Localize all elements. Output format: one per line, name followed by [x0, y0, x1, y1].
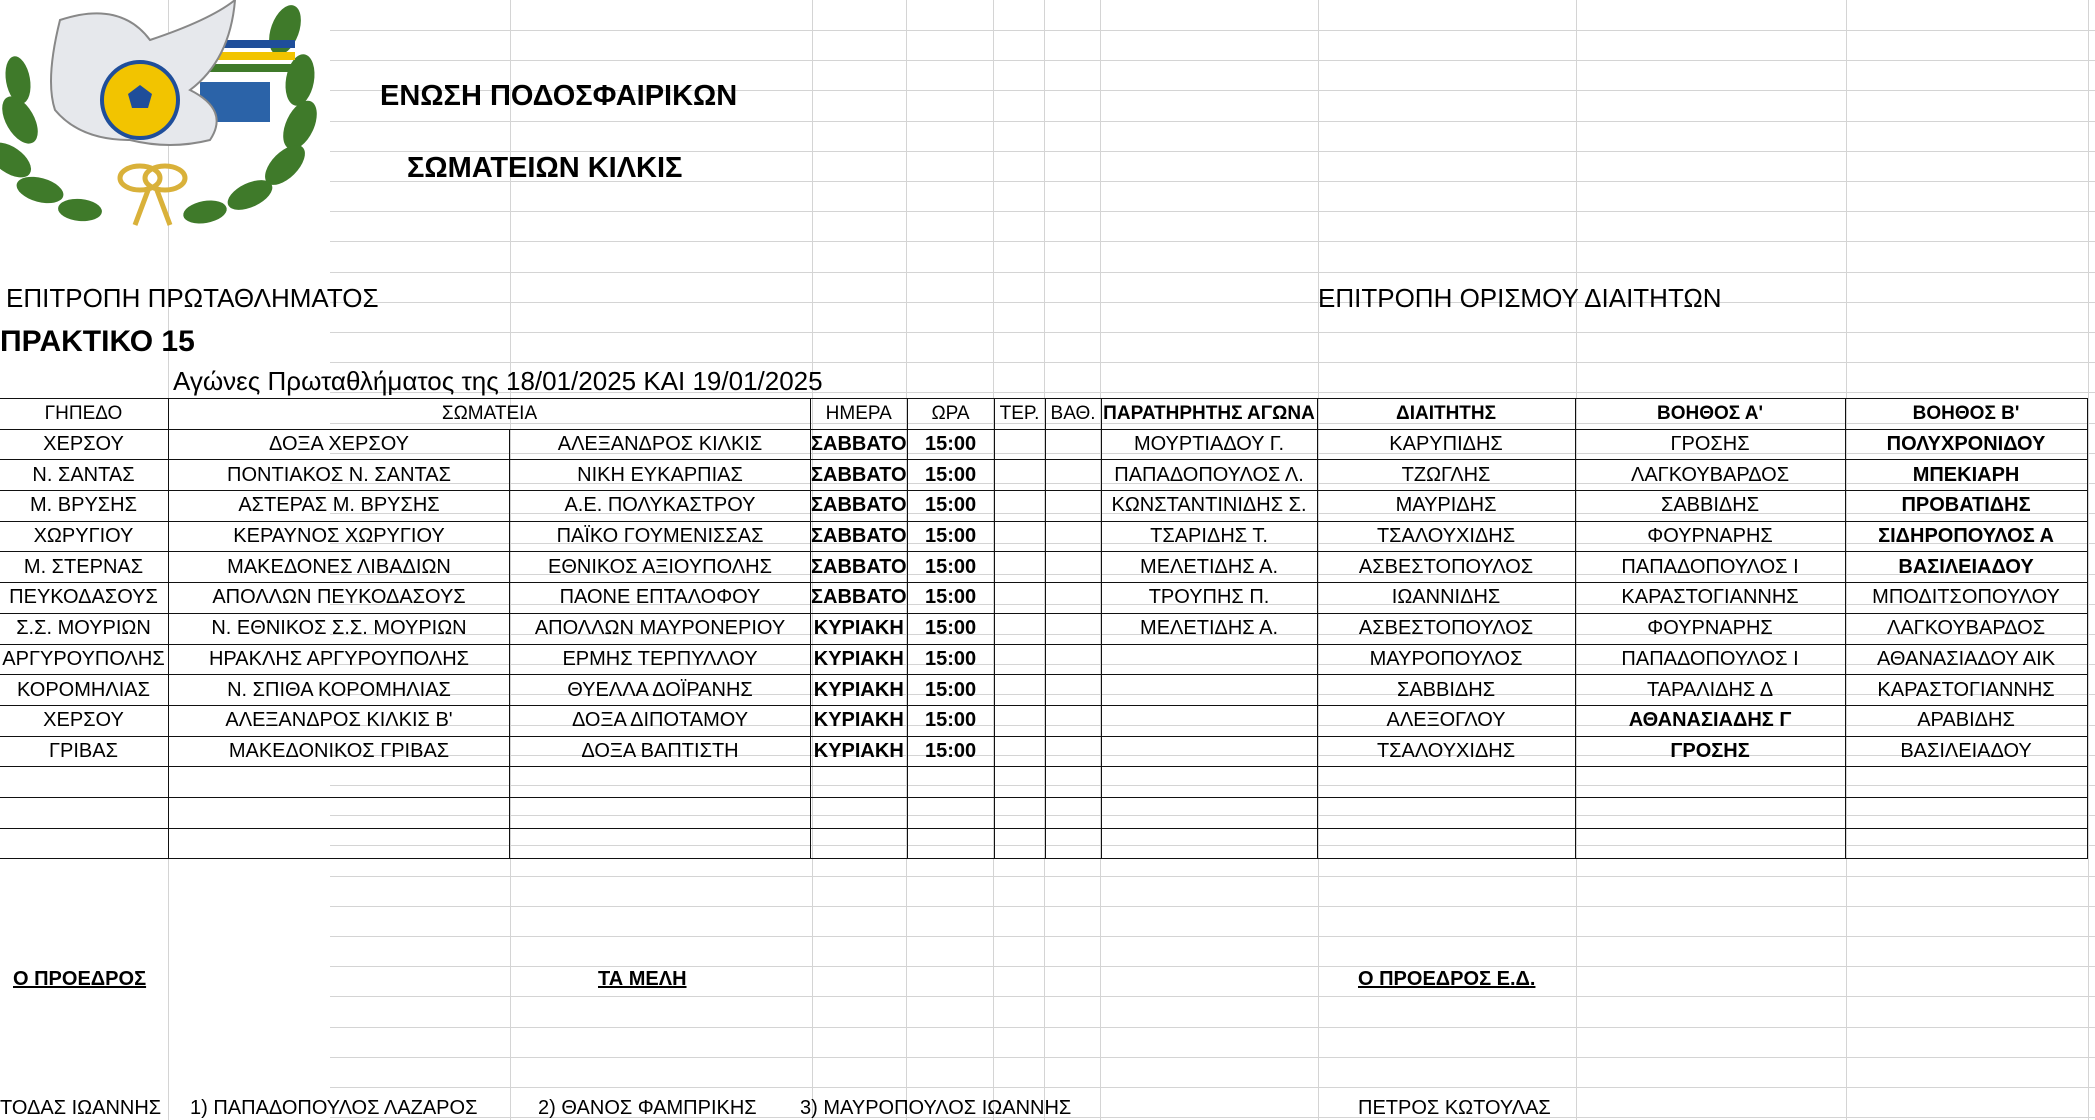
table-cell[interactable]: ΑΣΤΕΡΑΣ Μ. ΒΡΥΣΗΣ [169, 491, 510, 522]
record-number: ΠΡΑΚΤΙΚΟ 15 [0, 325, 195, 358]
grid-line [330, 936, 2095, 937]
grid-line [330, 272, 2095, 273]
table-cell[interactable] [811, 767, 908, 798]
table-cell[interactable]: ΧΕΡΣΟΥ [0, 429, 169, 460]
table-cell[interactable]: ΚΟΡΟΜΗΛΙΑΣ [0, 675, 169, 706]
committee-left: ΕΠΙΤΡΟΠΗ ΠΡΩΤΑΘΛΗΜΑΤΟΣ [6, 283, 379, 313]
table-cell[interactable]: ΑΛΕΞΑΝΔΡΟΣ ΚΙΛΚΙΣ Β' [169, 705, 510, 736]
president-name: ΤΟΔΑΣ ΙΩΑΝΝΗΣ [0, 1097, 162, 1119]
table-cell[interactable]: ΚΕΡΑΥΝΟΣ ΧΩΡΥΓΙΟΥ [169, 521, 510, 552]
table-cell[interactable]: ΤΖΩΓΛΗΣ [1317, 460, 1575, 491]
table-row [0, 491, 2087, 522]
table-header-row [0, 399, 2087, 430]
table-cell[interactable]: ΑΠΟΛΛΩΝ ΠΕΥΚΟΔΑΣΟΥΣ [169, 583, 510, 614]
table-cell[interactable]: ΑΛΕΞΑΝΔΡΟΣ ΚΙΛΚΙΣ [510, 429, 811, 460]
table-cell[interactable] [994, 429, 1045, 460]
table-cell[interactable]: ΝΙΚΗ ΕΥΚΑΡΠΙΑΣ [510, 460, 811, 491]
table-cell[interactable] [994, 491, 1045, 522]
table-cell[interactable] [1045, 429, 1101, 460]
table-cell[interactable]: ΠΕΥΚΟΔΑΣΟΥΣ [0, 583, 169, 614]
table-cell[interactable]: ΠΑΟΝΕ ΕΠΤΑΛΟΦΟΥ [510, 583, 811, 614]
table-cell[interactable]: ΣΑΒΒΑΤΟ [811, 521, 908, 552]
table-cell[interactable]: ΜΠΕΚΙΑΡΗ [1845, 460, 2087, 491]
header-cell: ΒΟΗΘΟΣ Α' [1575, 399, 1845, 430]
match-schedule-table [0, 398, 2088, 859]
table-cell[interactable]: 15:00 [907, 583, 994, 614]
table-cell[interactable] [994, 675, 1045, 706]
table-row [0, 644, 2087, 675]
table-cell[interactable]: ΠΑΠΑΔΟΠΟΥΛΟΣ Ι [1575, 552, 1845, 583]
table-cell[interactable] [0, 797, 169, 828]
table-cell[interactable] [1045, 797, 1101, 828]
table-row [0, 552, 2087, 583]
table-cell[interactable] [994, 705, 1045, 736]
org-title-line1: ΕΝΩΣΗ ΠΟΔΟΣΦΑΙΡΙΚΩΝ [380, 80, 738, 112]
member-2-name: 2) ΘΑΝΟΣ ΦΑΜΠΡΙΚΗΣ [538, 1097, 757, 1119]
table-cell[interactable] [907, 767, 994, 798]
table-cell[interactable] [1045, 521, 1101, 552]
table-row [0, 675, 2087, 706]
table-row [0, 736, 2087, 767]
table-cell[interactable]: ΧΕΡΣΟΥ [0, 705, 169, 736]
table-cell[interactable]: ΧΩΡΥΓΙΟΥ [0, 521, 169, 552]
grid-line [330, 906, 2095, 907]
table-cell[interactable]: ΑΠΟΛΛΩΝ ΜΑΥΡΟΝΕΡΙΟΥ [510, 613, 811, 644]
table-cell[interactable] [1101, 828, 1317, 859]
subtitle-dates: Αγώνες Πρωταθλήματος της 18/01/2025 ΚΑΙ 19/01/2025 [173, 366, 823, 396]
table-cell[interactable] [1045, 491, 1101, 522]
table-cell[interactable] [169, 797, 510, 828]
table-cell[interactable] [1101, 797, 1317, 828]
table-cell[interactable]: ΕΘΝΙΚΟΣ ΑΞΙΟΥΠΟΛΗΣ [510, 552, 811, 583]
table-cell[interactable]: Ν. ΣΠΙΘΑ ΚΟΡΟΜΗΛΙΑΣ [169, 675, 510, 706]
table-cell[interactable] [169, 767, 510, 798]
grid-line [330, 241, 2095, 242]
table-cell[interactable]: ΔΟΞΑ ΧΕΡΣΟΥ [169, 429, 510, 460]
table-cell[interactable] [994, 767, 1045, 798]
table-cell[interactable]: ΚΑΡΑΣΤΟΓΙΑΝΝΗΣ [1845, 675, 2087, 706]
referee-president-name: ΠΕΤΡΟΣ ΚΩΤΟΥΛΑΣ [1358, 1097, 1551, 1119]
grid-line [330, 1027, 2095, 1028]
table-cell[interactable] [1045, 460, 1101, 491]
table-cell[interactable] [994, 583, 1045, 614]
table-cell[interactable]: 15:00 [907, 429, 994, 460]
header-cell: ΠΑΡΑΤΗΡΗΤΗΣ ΑΓΩΝΑ [1101, 399, 1317, 430]
table-cell[interactable]: ΗΡΑΚΛΗΣ ΑΡΓΥΡΟΥΠΟΛΗΣ [169, 644, 510, 675]
table-cell[interactable]: ΣΑΒΒΙΔΗΣ [1575, 491, 1845, 522]
table-cell[interactable]: Μ. ΒΡΥΣΗΣ [0, 491, 169, 522]
table-cell[interactable]: ΜΟΥΡΤΙΑΔΟΥ Γ. [1101, 429, 1317, 460]
empty-row [0, 828, 2087, 859]
table-cell[interactable] [811, 828, 908, 859]
table-cell[interactable]: ΓΡΟΣΗΣ [1575, 736, 1845, 767]
table-cell[interactable]: Ν. ΣΑΝΤΑΣ [0, 460, 169, 491]
table-cell[interactable] [1575, 828, 1845, 859]
table-row [0, 429, 2087, 460]
table-cell[interactable]: 15:00 [907, 491, 994, 522]
table-cell[interactable]: ΠΟΝΤΙΑΚΟΣ Ν. ΣΑΝΤΑΣ [169, 460, 510, 491]
table-cell[interactable]: ΙΩΑΝΝΙΔΗΣ [1317, 583, 1575, 614]
table-cell[interactable]: 15:00 [907, 705, 994, 736]
table-cell[interactable] [1317, 767, 1575, 798]
table-cell[interactable] [1101, 705, 1317, 736]
table-cell[interactable]: ΑΡΑΒΙΔΗΣ [1845, 705, 2087, 736]
table-cell[interactable]: ΑΘΑΝΑΣΙΑΔΟΥ ΑΙΚ [1845, 644, 2087, 675]
table-cell[interactable]: ΜΑΚΕΔΟΝΙΚΟΣ ΓΡΙΒΑΣ [169, 736, 510, 767]
grid-line [330, 1087, 2095, 1088]
table-cell[interactable]: ΣΑΒΒΑΤΟ [811, 429, 908, 460]
table-cell[interactable] [1317, 797, 1575, 828]
table-cell[interactable] [1845, 828, 2087, 859]
table-cell[interactable]: ΘΥΕΛΛΑ ΔΟΪΡΑΝΗΣ [510, 675, 811, 706]
header-cell: ΒΑΘ. [1045, 399, 1101, 430]
table-cell[interactable]: 15:00 [907, 644, 994, 675]
table-cell[interactable] [0, 767, 169, 798]
table-cell[interactable]: ΒΑΣΙΛΕΙΑΔΟΥ [1845, 736, 2087, 767]
table-cell[interactable]: Ν. ΕΘΝΙΚΟΣ Σ.Σ. ΜΟΥΡΙΩΝ [169, 613, 510, 644]
table-cell[interactable]: ΣΑΒΒΑΤΟ [811, 491, 908, 522]
referee-president-label: Ο ΠΡΟΕΔΡΟΣ Ε.Δ. [1358, 968, 1536, 990]
table-cell[interactable] [510, 767, 811, 798]
committee-right: ΕΠΙΤΡΟΠΗ ΟΡΙΣΜΟΥ ΔΙΑΙΤΗΤΩΝ [1318, 283, 1722, 313]
table-cell[interactable]: ΣΑΒΒΙΔΗΣ [1317, 675, 1575, 706]
grid-line [330, 332, 2095, 333]
table-cell[interactable] [0, 828, 169, 859]
grid-line [330, 996, 2095, 997]
org-title-line2: ΣΩΜΑΤΕΙΩΝ ΚΙΛΚΙΣ [407, 152, 683, 184]
table-cell[interactable]: 15:00 [907, 552, 994, 583]
table-cell[interactable]: ΚΥΡΙΑΚΗ [811, 675, 908, 706]
table-cell[interactable]: ΚΥΡΙΑΚΗ [811, 644, 908, 675]
grid-line [330, 966, 2095, 967]
table-cell[interactable]: ΜΕΛΕΤΙΔΗΣ Α. [1101, 552, 1317, 583]
table-cell[interactable]: ΣΑΒΒΑΤΟ [811, 583, 908, 614]
table-cell[interactable] [1101, 767, 1317, 798]
table-cell[interactable]: ΤΣΑΛΟΥΧΙΔΗΣ [1317, 736, 1575, 767]
table-cell[interactable] [994, 521, 1045, 552]
table-row [0, 460, 2087, 491]
table-cell[interactable]: ΠΟΛΥΧΡΟΝΙΔΟΥ [1845, 429, 2087, 460]
table-cell[interactable] [994, 552, 1045, 583]
header-cell: ΗΜΕΡΑ [811, 399, 908, 430]
table-cell[interactable]: ΤΑΡΑΛΙΔΗΣ Δ [1575, 675, 1845, 706]
table-cell[interactable] [1045, 828, 1101, 859]
table-cell[interactable]: ΒΑΣΙΛΕΙΑΔΟΥ [1845, 552, 2087, 583]
grid-line [2088, 0, 2089, 1120]
table-cell[interactable] [1045, 767, 1101, 798]
table-cell[interactable]: ΦΟΥΡΝΑΡΗΣ [1575, 613, 1845, 644]
header-cell: ΒΟΗΘΟΣ Β' [1845, 399, 2087, 430]
header-cell: ΔΙΑΙΤΗΤΗΣ [1317, 399, 1575, 430]
table-cell[interactable]: Μ. ΣΤΕΡΝΑΣ [0, 552, 169, 583]
grid-line [330, 30, 2095, 31]
table-cell[interactable]: ΓΡΟΣΗΣ [1575, 429, 1845, 460]
table-cell[interactable] [1045, 644, 1101, 675]
table-cell[interactable] [811, 797, 908, 828]
table-cell[interactable] [1045, 583, 1101, 614]
grid-line [330, 876, 2095, 877]
table-cell[interactable] [1101, 644, 1317, 675]
table-cell[interactable]: ΤΣΑΡΙΔΗΣ Τ. [1101, 521, 1317, 552]
table-cell[interactable] [1045, 613, 1101, 644]
table-cell[interactable] [907, 828, 994, 859]
table-row [0, 705, 2087, 736]
table-cell[interactable]: 15:00 [907, 613, 994, 644]
table-cell[interactable] [1845, 767, 2087, 798]
grid-line [330, 362, 2095, 363]
header-cell: ΣΩΜΑΤΕΙΑ [169, 399, 811, 430]
table-cell[interactable]: ΤΣΑΛΟΥΧΙΔΗΣ [1317, 521, 1575, 552]
table-cell[interactable]: ΠΑΠΑΔΟΠΟΥΛΟΣ Λ. [1101, 460, 1317, 491]
table-cell[interactable]: 15:00 [907, 736, 994, 767]
table-cell[interactable] [1045, 552, 1101, 583]
table-cell[interactable] [994, 736, 1045, 767]
table-cell[interactable] [994, 644, 1045, 675]
table-cell[interactable]: ΛΑΓΚΟΥΒΑΡΔΟΣ [1575, 460, 1845, 491]
table-cell[interactable]: 15:00 [907, 521, 994, 552]
table-cell[interactable]: ΤΡΟΥΠΗΣ Π. [1101, 583, 1317, 614]
table-cell[interactable]: ΛΑΓΚΟΥΒΑΡΔΟΣ [1845, 613, 2087, 644]
table-cell[interactable]: ΓΡΙΒΑΣ [0, 736, 169, 767]
table-cell[interactable] [1101, 675, 1317, 706]
table-row [0, 521, 2087, 552]
member-1-name: 1) ΠΑΠΑΔΟΠΟΥΛΟΣ ΛΑΖΑΡΟΣ [190, 1097, 478, 1119]
table-cell[interactable]: ΑΡΓΥΡΟΥΠΟΛΗΣ [0, 644, 169, 675]
table-cell[interactable] [994, 828, 1045, 859]
table-cell[interactable] [169, 828, 510, 859]
table-cell[interactable]: ΑΘΑΝΑΣΙΑΔΗΣ Γ [1575, 705, 1845, 736]
table-cell[interactable]: Α.Ε. ΠΟΛΥΚΑΣΤΡΟΥ [510, 491, 811, 522]
header-cell: ΤΕΡ. [994, 399, 1045, 430]
table-cell[interactable]: ΚΩΝΣΤΑΝΤΙΝΙΔΗΣ Σ. [1101, 491, 1317, 522]
table-cell[interactable]: ΑΣΒΕΣΤΟΠΟΥΛΟΣ [1317, 552, 1575, 583]
empty-row [0, 797, 2087, 828]
table-cell[interactable]: ΚΑΡΑΣΤΟΓΙΑΝΝΗΣ [1575, 583, 1845, 614]
table-cell[interactable]: ΚΑΡΥΠΙΔΗΣ [1317, 429, 1575, 460]
grid-line [330, 121, 2095, 122]
table-cell[interactable]: ΕΡΜΗΣ ΤΕΡΠΥΛΛΟΥ [510, 644, 811, 675]
president-label: Ο ΠΡΟΕΔΡΟΣ [13, 968, 147, 990]
header-cell: ΓΗΠΕΔΟ [0, 399, 169, 430]
members-label: ΤΑ ΜΕΛΗ [598, 968, 687, 990]
table-cell[interactable]: ΚΥΡΙΑΚΗ [811, 705, 908, 736]
table-cell[interactable]: 15:00 [907, 460, 994, 491]
table-row [0, 583, 2087, 614]
table-cell[interactable] [1045, 675, 1101, 706]
grid-line [330, 60, 2095, 61]
table-cell[interactable] [1045, 705, 1101, 736]
table-cell[interactable]: ΜΑΥΡΟΠΟΥΛΟΣ [1317, 644, 1575, 675]
table-cell[interactable] [510, 797, 811, 828]
logo [0, 0, 320, 235]
table-cell[interactable] [1575, 767, 1845, 798]
table-cell[interactable]: ΚΥΡΙΑΚΗ [811, 736, 908, 767]
header-cell: ΩΡΑ [907, 399, 994, 430]
table-cell[interactable] [994, 613, 1045, 644]
table-row [0, 613, 2087, 644]
table-cell[interactable]: ΜΕΛΕΤΙΔΗΣ Α. [1101, 613, 1317, 644]
dove-football-laurel-icon [0, 0, 320, 235]
table-cell[interactable] [994, 460, 1045, 491]
table-cell[interactable] [1575, 797, 1845, 828]
table-cell[interactable] [907, 797, 994, 828]
table-cell[interactable]: ΜΑΥΡΙΔΗΣ [1317, 491, 1575, 522]
table-cell[interactable]: ΜΠΟΔΙΤΣΟΠΟΥΛΟΥ [1845, 583, 2087, 614]
table-cell[interactable]: ΠΑΪΚΟ ΓΟΥΜΕΝΙΣΣΑΣ [510, 521, 811, 552]
table-cell[interactable] [510, 828, 811, 859]
table-cell[interactable]: ΣΙΔΗΡΟΠΟΥΛΟΣ Α [1845, 521, 2087, 552]
table-cell[interactable]: ΔΟΞΑ ΔΙΠΟΤΑΜΟΥ [510, 705, 811, 736]
empty-row [0, 767, 2087, 798]
table-cell[interactable]: ΑΛΕΞΟΓΛΟΥ [1317, 705, 1575, 736]
table-cell[interactable]: ΦΟΥΡΝΑΡΗΣ [1575, 521, 1845, 552]
table-cell[interactable]: ΣΑΒΒΑΤΟ [811, 552, 908, 583]
table-cell[interactable]: ΜΑΚΕΔΟΝΕΣ ΛΙΒΑΔΙΩΝ [169, 552, 510, 583]
table-cell[interactable]: 15:00 [907, 675, 994, 706]
table-cell[interactable] [1101, 736, 1317, 767]
table-cell[interactable] [1317, 828, 1575, 859]
table-cell[interactable]: ΠΡΟΒΑΤΙΔΗΣ [1845, 491, 2087, 522]
table-cell[interactable]: ΠΑΠΑΔΟΠΟΥΛΟΣ Ι [1575, 644, 1845, 675]
table-cell[interactable] [1045, 736, 1101, 767]
table-cell[interactable] [994, 797, 1045, 828]
table-cell[interactable] [1845, 797, 2087, 828]
table-cell[interactable]: Σ.Σ. ΜΟΥΡΙΩΝ [0, 613, 169, 644]
table-cell[interactable]: ΣΑΒΒΑΤΟ [811, 460, 908, 491]
table-cell[interactable]: ΑΣΒΕΣΤΟΠΟΥΛΟΣ [1317, 613, 1575, 644]
member-3-name: 3) ΜΑΥΡΟΠΟΥΛΟΣ ΙΩΑΝΝΗΣ [800, 1097, 1072, 1119]
grid-line [330, 1057, 2095, 1058]
table-cell[interactable]: ΚΥΡΙΑΚΗ [811, 613, 908, 644]
table-cell[interactable]: ΔΟΞΑ ΒΑΠΤΙΣΤΗ [510, 736, 811, 767]
grid-line [330, 302, 2095, 303]
grid-line [330, 211, 2095, 212]
